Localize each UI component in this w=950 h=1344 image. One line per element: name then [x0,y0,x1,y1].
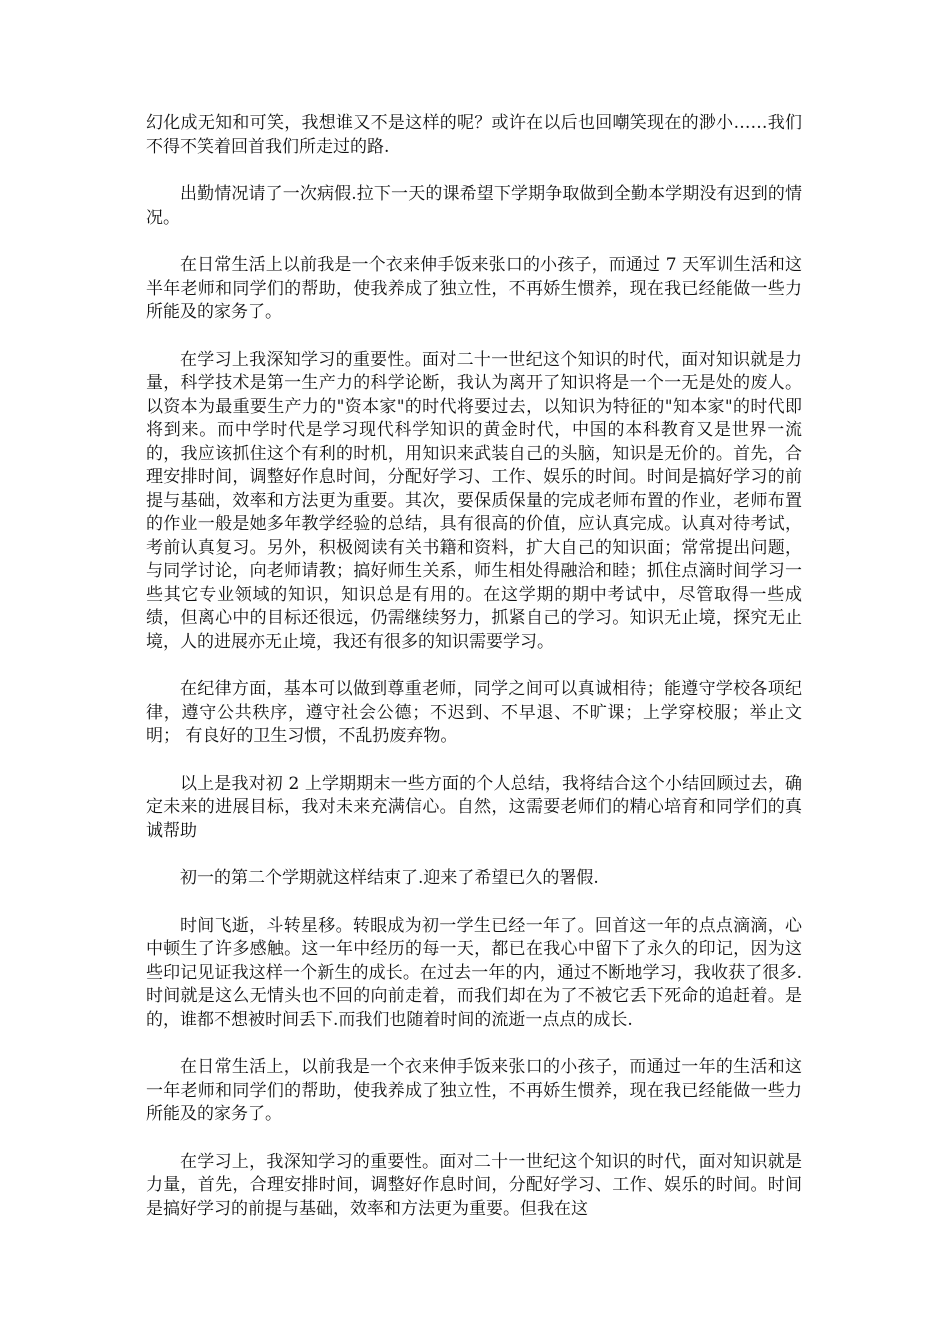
document-body [146,112,802,1245]
paragraph-daily-life: 在日常生活上以前我是一个衣来伸手饭来张口的小孩子，而通过 7 天军训生活和这半年老师和同学们的帮助，使我养成了独立性，不再娇生惯养，现在我已经能做一些力所能及的家务了。 [146,255,802,322]
paragraph-time-flies: 时间飞逝，斗转星移。转眼成为初一学生已经一年了。回首这一年的点点滴滴，心中顿生了许多感触。这一年中经历的每一天，都已在我心中留下了永久的印记，因为这些印记见证我这样一个新生的成长。在过去一年的内，通过不断地学习，我收获了很多.时间就是这么无情头也不回的向前走着，而我们却在为了不被它丢下死命的追赶着。是的，谁都不想被时间丢下.而我们也随着时间的流逝一点点的成长. [146,915,802,1030]
paragraph-study-2: 在学习上，我深知学习的重要性。面对二十一世纪这个知识的时代，面对知识就是力量，首先，合理安排时间，调整好作息时间，分配好学习、工作、娱乐的时间。时间是搞好学习的前提与基础，效率和方法更为重要。但我在这 [146,1151,802,1219]
paragraph-daily-life-2: 在日常生活上，以前我是一个衣来伸手饭来张口的小孩子，而通过一年的生活和这一年老师和同学们的帮助，使我养成了独立性，不再娇生惯养，现在我已经能做一些力所能及的家务了。 [146,1057,802,1124]
paragraph-attendance: 出勤情况请了一次病假.拉下一天的课希望下学期争取做到全勤本学期没有迟到的情况。 [146,184,802,228]
paragraph-discipline: 在纪律方面，基本可以做到尊重老师，同学之间可以真诚相待；能遵守学校各项纪律，遵守公共秩序，遵守社会公德；不迟到、不早退、不旷课；上学穿校服；举止文明； 有良好的卫生习惯，不乱扔废弃物。 [146,679,802,746]
paragraph-continuation: 幻化成无知和可笑，我想谁又不是这样的呢？或许在以后也回嘲笑现在的渺小……我们不得不笑着回首我们所走过的路. [146,113,802,157]
paragraph-summary: 以上是我对初 2 上学期期末一些方面的个人总结，我将结合这个小结回顾过去，确定未来的进展目标，我对未来充满信心。自然，这需要老师们的精心培育和同学们的真诚帮助 [146,773,802,841]
paragraph-study: 在学习上我深知学习的重要性。面对二十一世纪这个知识的时代，面对知识就是力量，科学技术是第一生产力的科学论断，我认为离开了知识将是一个一无是处的废人。以资本为最重要生产力的"资本家"的时代将要过去，以知识为特征的"知本家"的时代即将到来。而中学时代是学习现代科学知识的黄金时代，中国的本科教育又是世界一流的，我应该抓住这个有利的时机，用知识来武装自己的头脑，知识是无价的。首先，合理安排时间，调整好作息时间，分配好学习、工作、娱乐的时间。时间是搞好学习的前提与基础，效率和方法更为重要。其次，要保质保量的完成老师布置的作业，老师布置的作业一般是她多年教学经验的总结，具有很高的价值，应认真完成。认真对待考试，考前认真复习。另外，积极阅读有关书籍和资料，扩大自己的知识面；常常提出问题，与同学讨论，向老师请教；搞好师生关系，师生相处得融洽和睦；抓住点滴时间学习一些其它专业领域的知识，知识总是有用的。在这学期的期中考试中，尽管取得一些成绩，但离心中的目标还很远，仍需继续努力，抓紧自己的学习。知识无止境，探究无止境，人的进展亦无止境，我还有很多的知识需要学习。 [146,349,802,652]
paragraph-semester-end: 初一的第二个学期就这样结束了.迎来了希望已久的署假. [180,868,599,888]
